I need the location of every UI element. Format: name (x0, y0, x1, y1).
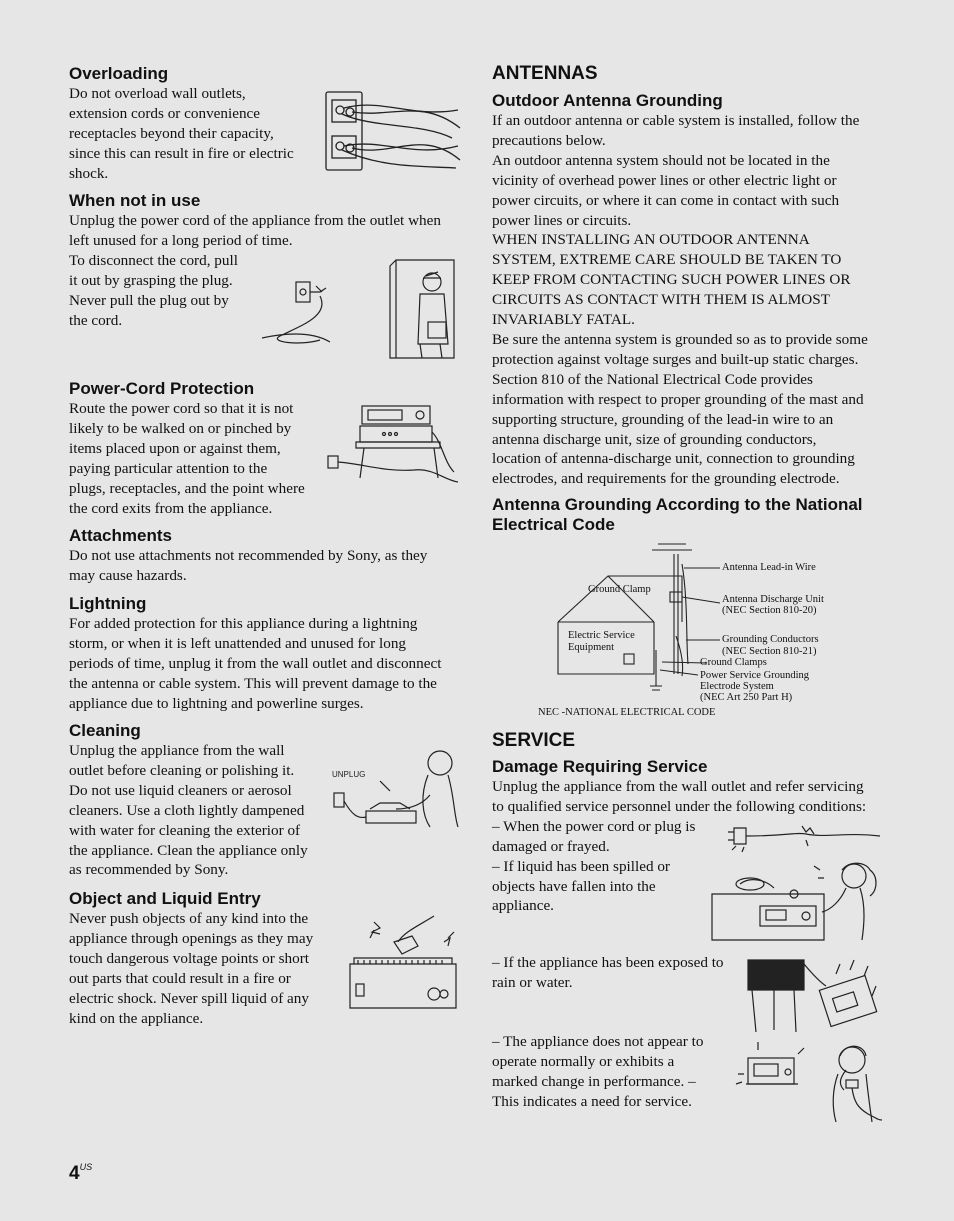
overloading-line: since this can result in fire or electric (69, 144, 294, 162)
grounding-heading-line: Electrical Code (492, 515, 615, 534)
service-cond4-line: marked change in performance. – (492, 1072, 696, 1090)
cleaning-line: with water for cleaning the exterior of (69, 821, 301, 839)
not-in-use-line: the cord. (69, 311, 123, 329)
overloading-line: shock. (69, 164, 109, 182)
power-cord-line: plugs, receptacles, and the point where (69, 479, 305, 497)
label-conductors-ref: (NEC Section 810-21) (722, 646, 817, 657)
object-liquid-line: kind on the appliance. (69, 1009, 204, 1027)
label-ground-clamp: Ground Clamp (588, 584, 651, 595)
service-cond3 (492, 953, 742, 993)
antennas-line: supporting structure, grounding of the lead-in wire to an (492, 410, 834, 428)
not-in-use-line: Unplug the power cord of the appliance from the outlet when (69, 212, 441, 229)
grounding-heading (492, 495, 884, 535)
lightning-line: For added protection for this appliance during a lightning (69, 615, 418, 632)
cleaning-line: outlet before cleaning or polishing it. (69, 761, 295, 779)
object-liquid-line: electric shock. Never spill liquid of any (69, 989, 309, 1007)
service-cond3-line: – If the appliance has been exposed to (492, 954, 724, 971)
unplug-door-illustration (260, 256, 460, 361)
antennas-line: Section 810 of the National Electrical Code provides (492, 370, 813, 388)
cleaning-illustration (330, 745, 462, 830)
section-antennas (492, 62, 884, 489)
section-attachments (69, 526, 461, 586)
not-in-use-line: left unused for a long period of time. (69, 231, 293, 249)
label-grounding-conductors: Grounding Conductors (722, 634, 819, 645)
malfunction-illustration (728, 1038, 884, 1124)
power-cord-line: the cord exits from the appliance. (69, 499, 273, 517)
page-number-suffix: US (79, 1162, 93, 1172)
antennas-line: vicinity of overhead power lines or other electric light or (492, 171, 837, 189)
power-cord-line: Route the power cord so that it is not (69, 400, 294, 417)
attachments-line: may cause hazards. (69, 566, 187, 584)
label-electrode-system: Electrode System (700, 681, 774, 692)
cleaning-line: the appliance. Clean the appliance only (69, 841, 308, 859)
grounding-heading-line: Antenna Grounding According to the National (492, 495, 863, 514)
object-liquid-illustration (344, 912, 462, 1014)
object-liquid-line: touch dangerous voltage points or short (69, 949, 310, 967)
service-cond4 (492, 1032, 742, 1112)
attachments-line: Do not use attachments not recommended by Sony, as they (69, 547, 428, 564)
service-cond1-line: damaged or frayed. (492, 837, 610, 855)
overloading-heading: Overloading (69, 64, 169, 83)
service-cond4-line: This indicates a need for service. (492, 1092, 692, 1110)
label-equipment: Equipment (568, 642, 615, 653)
service-cond4-line: – The appliance does not appear to (492, 1033, 704, 1050)
label-nec-note: NEC -NATIONAL ELECTRICAL CODE (538, 707, 716, 718)
frayed-cord-illustration (726, 818, 882, 858)
antennas-line: protection against voltage surges and built-up static charges. (492, 350, 859, 368)
antennas-line: electrodes, and requirements for the grounding electrode. (492, 470, 840, 488)
antennas-line: INVARIABLY FATAL. (492, 311, 635, 329)
overloading-line: extension cords or convenience (69, 104, 261, 122)
overloading-line: receptacles beyond their capacity, (69, 124, 274, 142)
antennas-line: information with respect to proper grounding of the mast and (492, 390, 864, 408)
label-discharge-ref: (NEC Section 810-20) (722, 605, 817, 616)
power-cord-stand-illustration (324, 402, 462, 492)
antennas-line: antenna discharge unit, size of grounding conductors, (492, 430, 817, 448)
power-cord-line: paying particular attention to the (69, 459, 268, 477)
section-lightning (69, 594, 461, 714)
antennas-heading: ANTENNAS (492, 63, 598, 84)
overloading-line: Do not overload wall outlets, (69, 85, 246, 102)
service-cond2-line: appliance. (492, 897, 554, 915)
service-cond2-line: – If liquid has been spilled or (492, 857, 670, 875)
service-intro-line: Unplug the appliance from the wall outlet and refer servicing (492, 778, 864, 795)
cleaning-line: cleaners. Use a cloth lightly dampened (69, 801, 305, 819)
object-liquid-heading: Object and Liquid Entry (69, 889, 261, 908)
not-in-use-line: Never pull the plug out by (69, 291, 229, 309)
rain-exposure-illustration (744, 956, 884, 1034)
power-cord-line: likely to be walked on or pinched by (69, 419, 292, 437)
not-in-use-line: To disconnect the cord, pull (69, 251, 238, 269)
lightning-line: the antenna or cable system. This will prevent damage to the (69, 674, 437, 692)
outlet-overload-illustration (322, 88, 462, 178)
antennas-line: power circuits, or where it can come in contact with such (492, 191, 840, 209)
service-cond3-line: rain or water. (492, 973, 573, 991)
service-cond4-line: operate normally or exhibits a (492, 1052, 675, 1070)
lightning-line: periods of time, unplug it from the wall outlet and disconnect (69, 654, 442, 672)
cleaning-line: as recommended by Sony. (69, 861, 229, 879)
label-power-service: Power Service Grounding (700, 670, 810, 681)
label-electric-service: Electric Service (568, 630, 635, 641)
object-liquid-line: appliance through openings as they may (69, 929, 314, 947)
lightning-line: appliance due to lightning and powerline surges. (69, 694, 364, 712)
service-heading: SERVICE (492, 730, 576, 751)
service-cond2-line: objects have fallen into the (492, 877, 656, 895)
antennas-line: Be sure the antenna system is grounded so as to provide some (492, 330, 868, 348)
outdoor-antenna-heading: Outdoor Antenna Grounding (492, 91, 723, 110)
cleaning-line: Do not use liquid cleaners or aerosol (69, 781, 292, 799)
object-liquid-line: out parts that could result in a fire or (69, 969, 291, 987)
antennas-line: KEEP FROM CONTACTING SUCH POWER LINES OR (492, 271, 851, 289)
antennas-line: CIRCUITS AS CONTACT WITH THEM IS ALMOST (492, 291, 831, 309)
antennas-line: SYSTEM, EXTREME CARE SHOULD BE TAKEN TO (492, 251, 842, 269)
object-liquid-line: Never push objects of any kind into the (69, 910, 309, 927)
cleaning-heading: Cleaning (69, 721, 141, 740)
label-lead-in-wire: Antenna Lead-in Wire (722, 562, 816, 573)
service-intro-line: to qualified service personnel under the following conditions: (492, 797, 867, 815)
antennas-line: WHEN INSTALLING AN OUTDOOR ANTENNA (492, 231, 810, 249)
lightning-heading: Lightning (69, 594, 147, 613)
power-cord-heading: Power-Cord Protection (69, 379, 255, 398)
antennas-line: location of antenna-discharge unit, connection to grounding (492, 450, 855, 468)
antennas-line: If an outdoor antenna or cable system is installed, follow the (492, 112, 860, 129)
label-ground-clamps: Ground Clamps (700, 657, 767, 668)
antennas-line: power lines or circuits. (492, 211, 632, 229)
grounding-diagram (536, 540, 876, 722)
antennas-line: precautions below. (492, 131, 606, 149)
not-in-use-line: it out by grasping the plug. (69, 271, 233, 289)
lightning-line: storm, or when it is left unattended and unused for long (69, 634, 407, 652)
label-discharge-unit: Antenna Discharge Unit (722, 594, 824, 605)
liquid-spill-illustration (710, 856, 884, 942)
page-number-value: 4 (69, 1163, 80, 1184)
unplug-label: UNPLUG (332, 770, 366, 779)
antennas-line: An outdoor antenna system should not be located in the (492, 151, 830, 169)
attachments-heading: Attachments (69, 526, 172, 545)
power-cord-line: items placed upon or against them, (69, 439, 281, 457)
page-number (69, 1162, 92, 1185)
label-nec-art: (NEC Art 250 Part H) (700, 692, 793, 703)
damage-requiring-heading: Damage Requiring Service (492, 757, 708, 776)
not-in-use-heading: When not in use (69, 191, 201, 210)
service-cond1-line: – When the power cord or plug is (492, 817, 696, 835)
cleaning-line: Unplug the appliance from the wall (69, 742, 285, 759)
